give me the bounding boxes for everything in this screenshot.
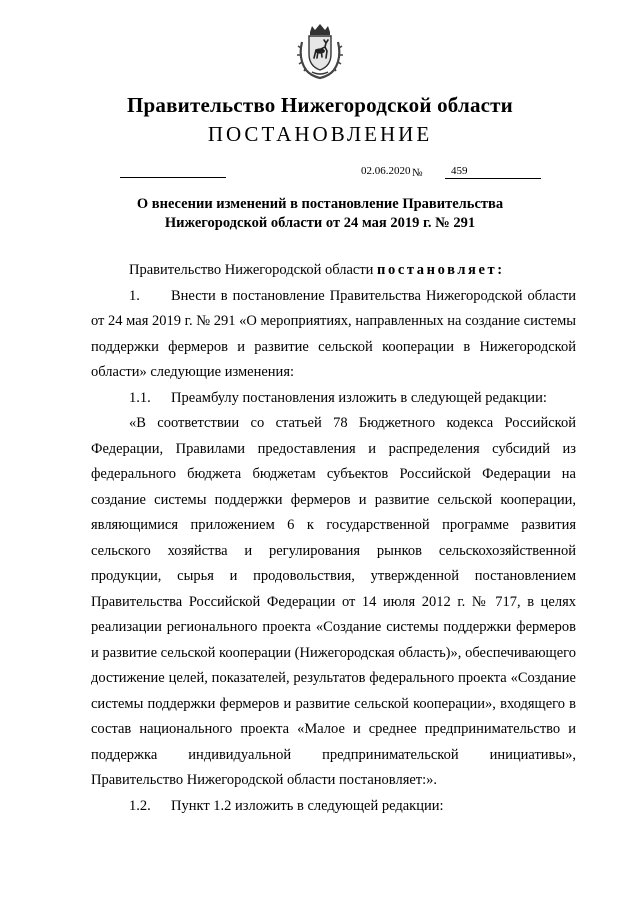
document-date: 02.06.2020 bbox=[361, 165, 411, 177]
document-subject bbox=[90, 195, 550, 233]
quoted-preamble: «В соответствии со статьей 78 Бюджетного кодекса Российской Федерации, Правилами предоставления и распределения субсидий из федерального бюджета бюджетам субъектов Российской Федерации на создание системы поддержки фермеров и развитие сельской кооперации, являющимися приложением 6 к государственной программе развития сельского хозяйства и регулирования рынков сельскохозяйственной продукции, сырья и продовольствия, утвержденной постановлением Правительства Российской Федерации от 14 июля 2012 г. № 717, в целях реализации регионального проекта «Создание системы поддержки фермеров и развитие сельской кооперации (Нижегородская область)», обеспечивающего достижение целей, показателей, результатов федерального проекта «Создание системы поддержки фермеров и развитие сельской кооперации», входящего в состав национального проекта «Малое и среднее предпринимательство и поддержка индивидуальной предпринимательской инициативы», Правительство Нижегородской области постановляет:». bbox=[91, 415, 576, 788]
paragraph-1-text: Внести в постановление Правительства Нижегородской области от 24 мая 2019 г. № 291 «О мероприятиях, направленных на создание системы поддержки фермеров и развитие сельской кооперации в Нижегородской области» следующие изменения: bbox=[91, 287, 576, 380]
paragraph-1-number: 1. bbox=[129, 287, 140, 304]
signature-line bbox=[120, 177, 226, 178]
paragraph-1-1 bbox=[91, 386, 576, 412]
nizhny-novgorod-coat-of-arms-icon bbox=[297, 22, 343, 80]
intro-paragraph bbox=[91, 258, 576, 284]
paragraph-1-2-text: Пункт 1.2 изложить в следующей редакции: bbox=[171, 797, 444, 814]
subject-line-2: Нижегородской области от 24 мая 2019 г. № 291 bbox=[164, 215, 476, 231]
paragraph-1-2 bbox=[91, 794, 576, 820]
paragraph-1-1-number: 1.1. bbox=[129, 389, 151, 406]
paragraph-1 bbox=[91, 284, 576, 386]
document-body bbox=[91, 258, 576, 819]
paragraph-1-2-number: 1.2. bbox=[129, 797, 151, 814]
document-number: 459 bbox=[445, 165, 541, 179]
document-type-heading: ПОСТАНОВЛЕНИЕ bbox=[207, 122, 433, 146]
number-sign: № bbox=[412, 167, 423, 179]
government-title: Правительство Нижегородской области bbox=[127, 93, 513, 117]
subject-line-1: О внесении изменений в постановление Правительства bbox=[136, 196, 504, 212]
paragraph-1-1-text: Преамбулу постановления изложить в следующей редакции: bbox=[171, 389, 547, 406]
intro-text: Правительство Нижегородской области bbox=[129, 262, 378, 278]
intro-emphasis: постановляет: bbox=[377, 262, 505, 278]
